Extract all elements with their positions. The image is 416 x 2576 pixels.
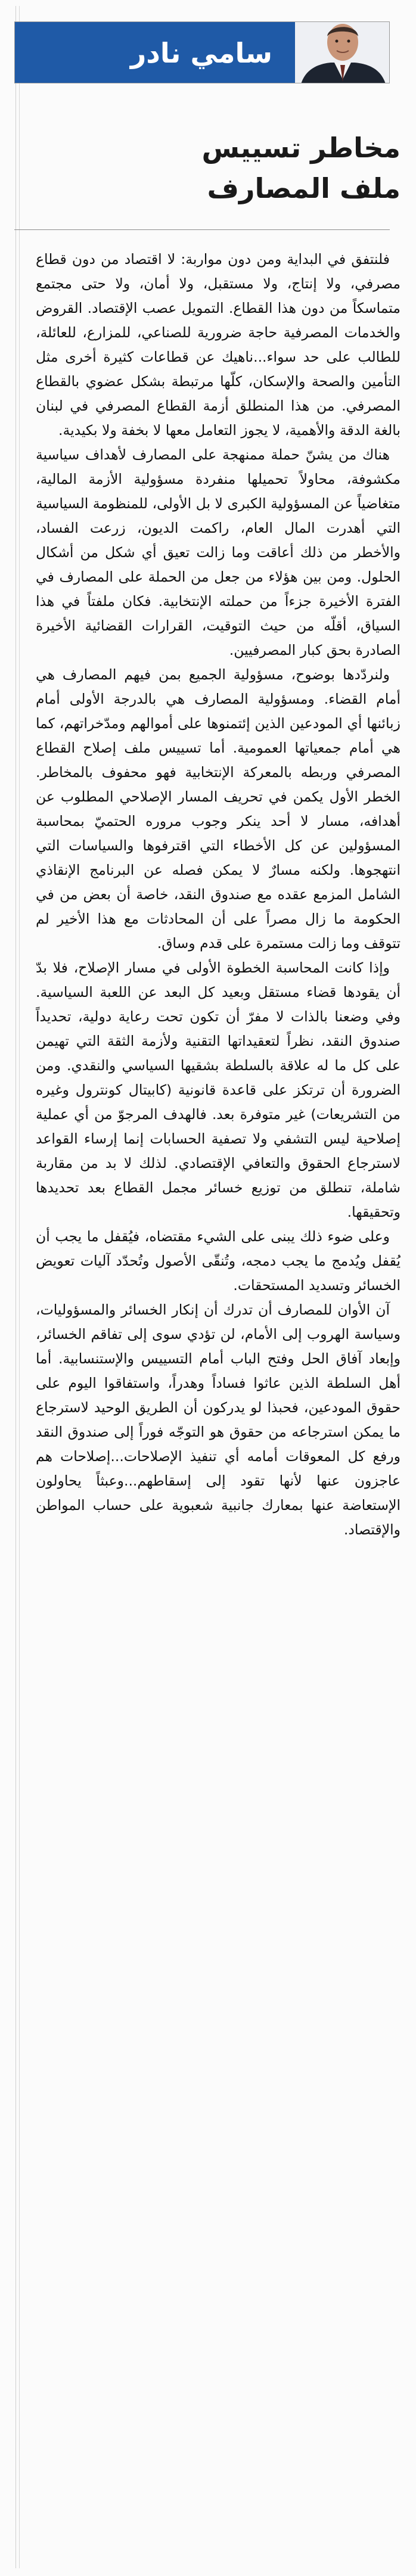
paragraph-2: هناك من يشنّ حملة ممنهجة على المصارف لأهداف سياسية مكشوفة، محاولاً تحميلها منفردة مسؤولية الأزمة المالية، متغاضياً عن المسؤولية الكبرى لا بل الأولى، للمنظومة السياسية التي أهدرت المال العام، راكمت الديون، زرعت الفساد، والأخطر من ذلك أعاقت وما زالت تعيق أي شكل من أشكال الحلول. ومن بين هؤلاء من جعل من الحملة على المصارف في الفترة الأخيرة جزءاً من حملته الإنتخابية. فكان ملفتاً في هذا السياق، أقلّه من حيث التوقيت، القرارات القضائية الأخيرة الصادرة بحق كبار المصرفيين. [36, 446, 401, 658]
paragraph-5: وعلى ضوء ذلك يبنى على الشيء مقتضاه، فيُقفل ما يجب أن يُقفل ويُدمج ما يجب دمجه، وتُنقّى الأصول وتُحدّد آليات تعويض الخسائر وتسديد المستحقات. [36, 1228, 401, 1294]
column-border [19, 6, 20, 2568]
paragraph-6: آن الأوان للمصارف أن تدرك أن إنكار الخسائر والمسؤوليات، وسياسة الهروب إلى الأمام، لن تؤدي سوى إلى تفاقم الخسائر، وإبعاد آفاق الحل وفتح الباب أمام التسييس والإستنسابية. أما أهل السلطة الذين عاثوا فساداً وهدراً، واستفاقوا اليوم على حقوق المودعين، فحبذا لو يدركون أن الطريق الوحيد لاسترجاع ما يمكن استرجاعه من حقوق هو التوجّه فوراً إلى صندوق النقد ورفع كل المعوقات أمامه أي تنفيذ الإصلاحات...إصلاحات هم عاجزون عنها لأنها تقود إلى إسقاطهم...وعبثاً يحاولون الإستعاضة عنها بمعارك جانبية شعبوية على حساب المواطن والإقتصاد. [36, 1301, 401, 1538]
headline-line-1: مخاطر تسييس [201, 132, 401, 164]
headline-divider [14, 229, 390, 230]
author-name: سامي نادر [130, 37, 272, 69]
headline [31, 128, 401, 209]
paragraph-1: فلنتفق في البداية ومن دون مواربة: لا اقتصاد من دون قطاع مصرفي، ولا إنتاج، ولا مستقبل، ولا أمان، ولا حتى مجتمع متماسكاً من دون هذا القطاع. التمويل عصب الإقتصاد. القروض والخدمات المصرفية حاجة ضرورية للصناعي، للمزارع، للعائلة، للطالب على حد سواء...ناهيك عن قطاعات كثيرة أخرى مثل التأمين والصحة والإسكان، كلّها مرتبطة بشكل عضوي بالقطاع المصرفي. من هذا المنطلق أزمة القطاع المصرفي في لبنان بالغة الدقة والأهمية، لا يجوز التعامل معها لا بخفة ولا بكيدية. [36, 251, 401, 439]
column-border-inner [15, 6, 16, 2568]
author-banner-bar [15, 22, 295, 83]
author-photo-icon [295, 22, 390, 83]
article-body [36, 247, 401, 1542]
paragraph-4: وإذا كانت المحاسبة الخطوة الأولى في مسار الإصلاح، فلا بدّ أن يقودها قضاء مستقل وبعيد كل البعد عن اللعبة السياسية. وفي وضعنا بالذات لا مفرّ أن تكون تحت رعاية دولية، تحديداً صندوق النقد، نظراً لتعقيداتها التقنية ولأزمة الثقة التي تهيمن على كل ما له علاقة بالسلطة بشقيها السياسي والنقدي. ومن الضرورة أن ترتكز على قاعدة قانونية (كابيتال كونترول وغيره من التشريعات) غير متوفرة بعد. فالهدف المرجوّ من أي عملية إصلاحية ليس التشفي ولا تصفية الحسابات إنما إرساء القواعد لاسترجاع الحقوق والتعافي الإقتصادي. لذلك لا بد من مقاربة شاملة، تنطلق من توزيع خسائر مجمل القطاع بعد تحديدها وتحقيقها. [36, 959, 401, 1220]
headline-line-2: ملف المصارف [207, 172, 401, 204]
author-banner [14, 21, 390, 83]
avatar [295, 22, 390, 83]
paragraph-3: ولنردّدها بوضوح، مسؤولية الجميع بمن فيهم المصارف هي أمام القضاء. ومسؤولية المصارف هي بالدرجة الأولى أمام زبائنها أي المودعين الذين إئتمنوها على أموالهم ومدّخراتهم، كما هي أمام جمعياتها العمومية. أما تسييس ملف إصلاح القطاع المصرفي وربطه بالمعركة الإنتخابية فهو محفوف بالمخاطر. الخطر الأول يكمن في تحريف المسار الإصلاحي المطلوب عن أهدافه، مسار لا أحد ينكر وجوب مروره الحتميّ بمحاسبة المسؤولين عن كل الأخطاء التي اقترفوها والسياسات التي انتهجوها. ولكنه مسارٌ لا يمكن فصله عن البرنامج الإنقاذي الشامل المزمع عقده مع صندوق النقد، خاصة أن بعض من في الحكومة ما زال مصراً على أن المحادثات مع هذا الأخير لم تتوقف وما زالت مستمرة على قدم وساق. [36, 666, 401, 952]
